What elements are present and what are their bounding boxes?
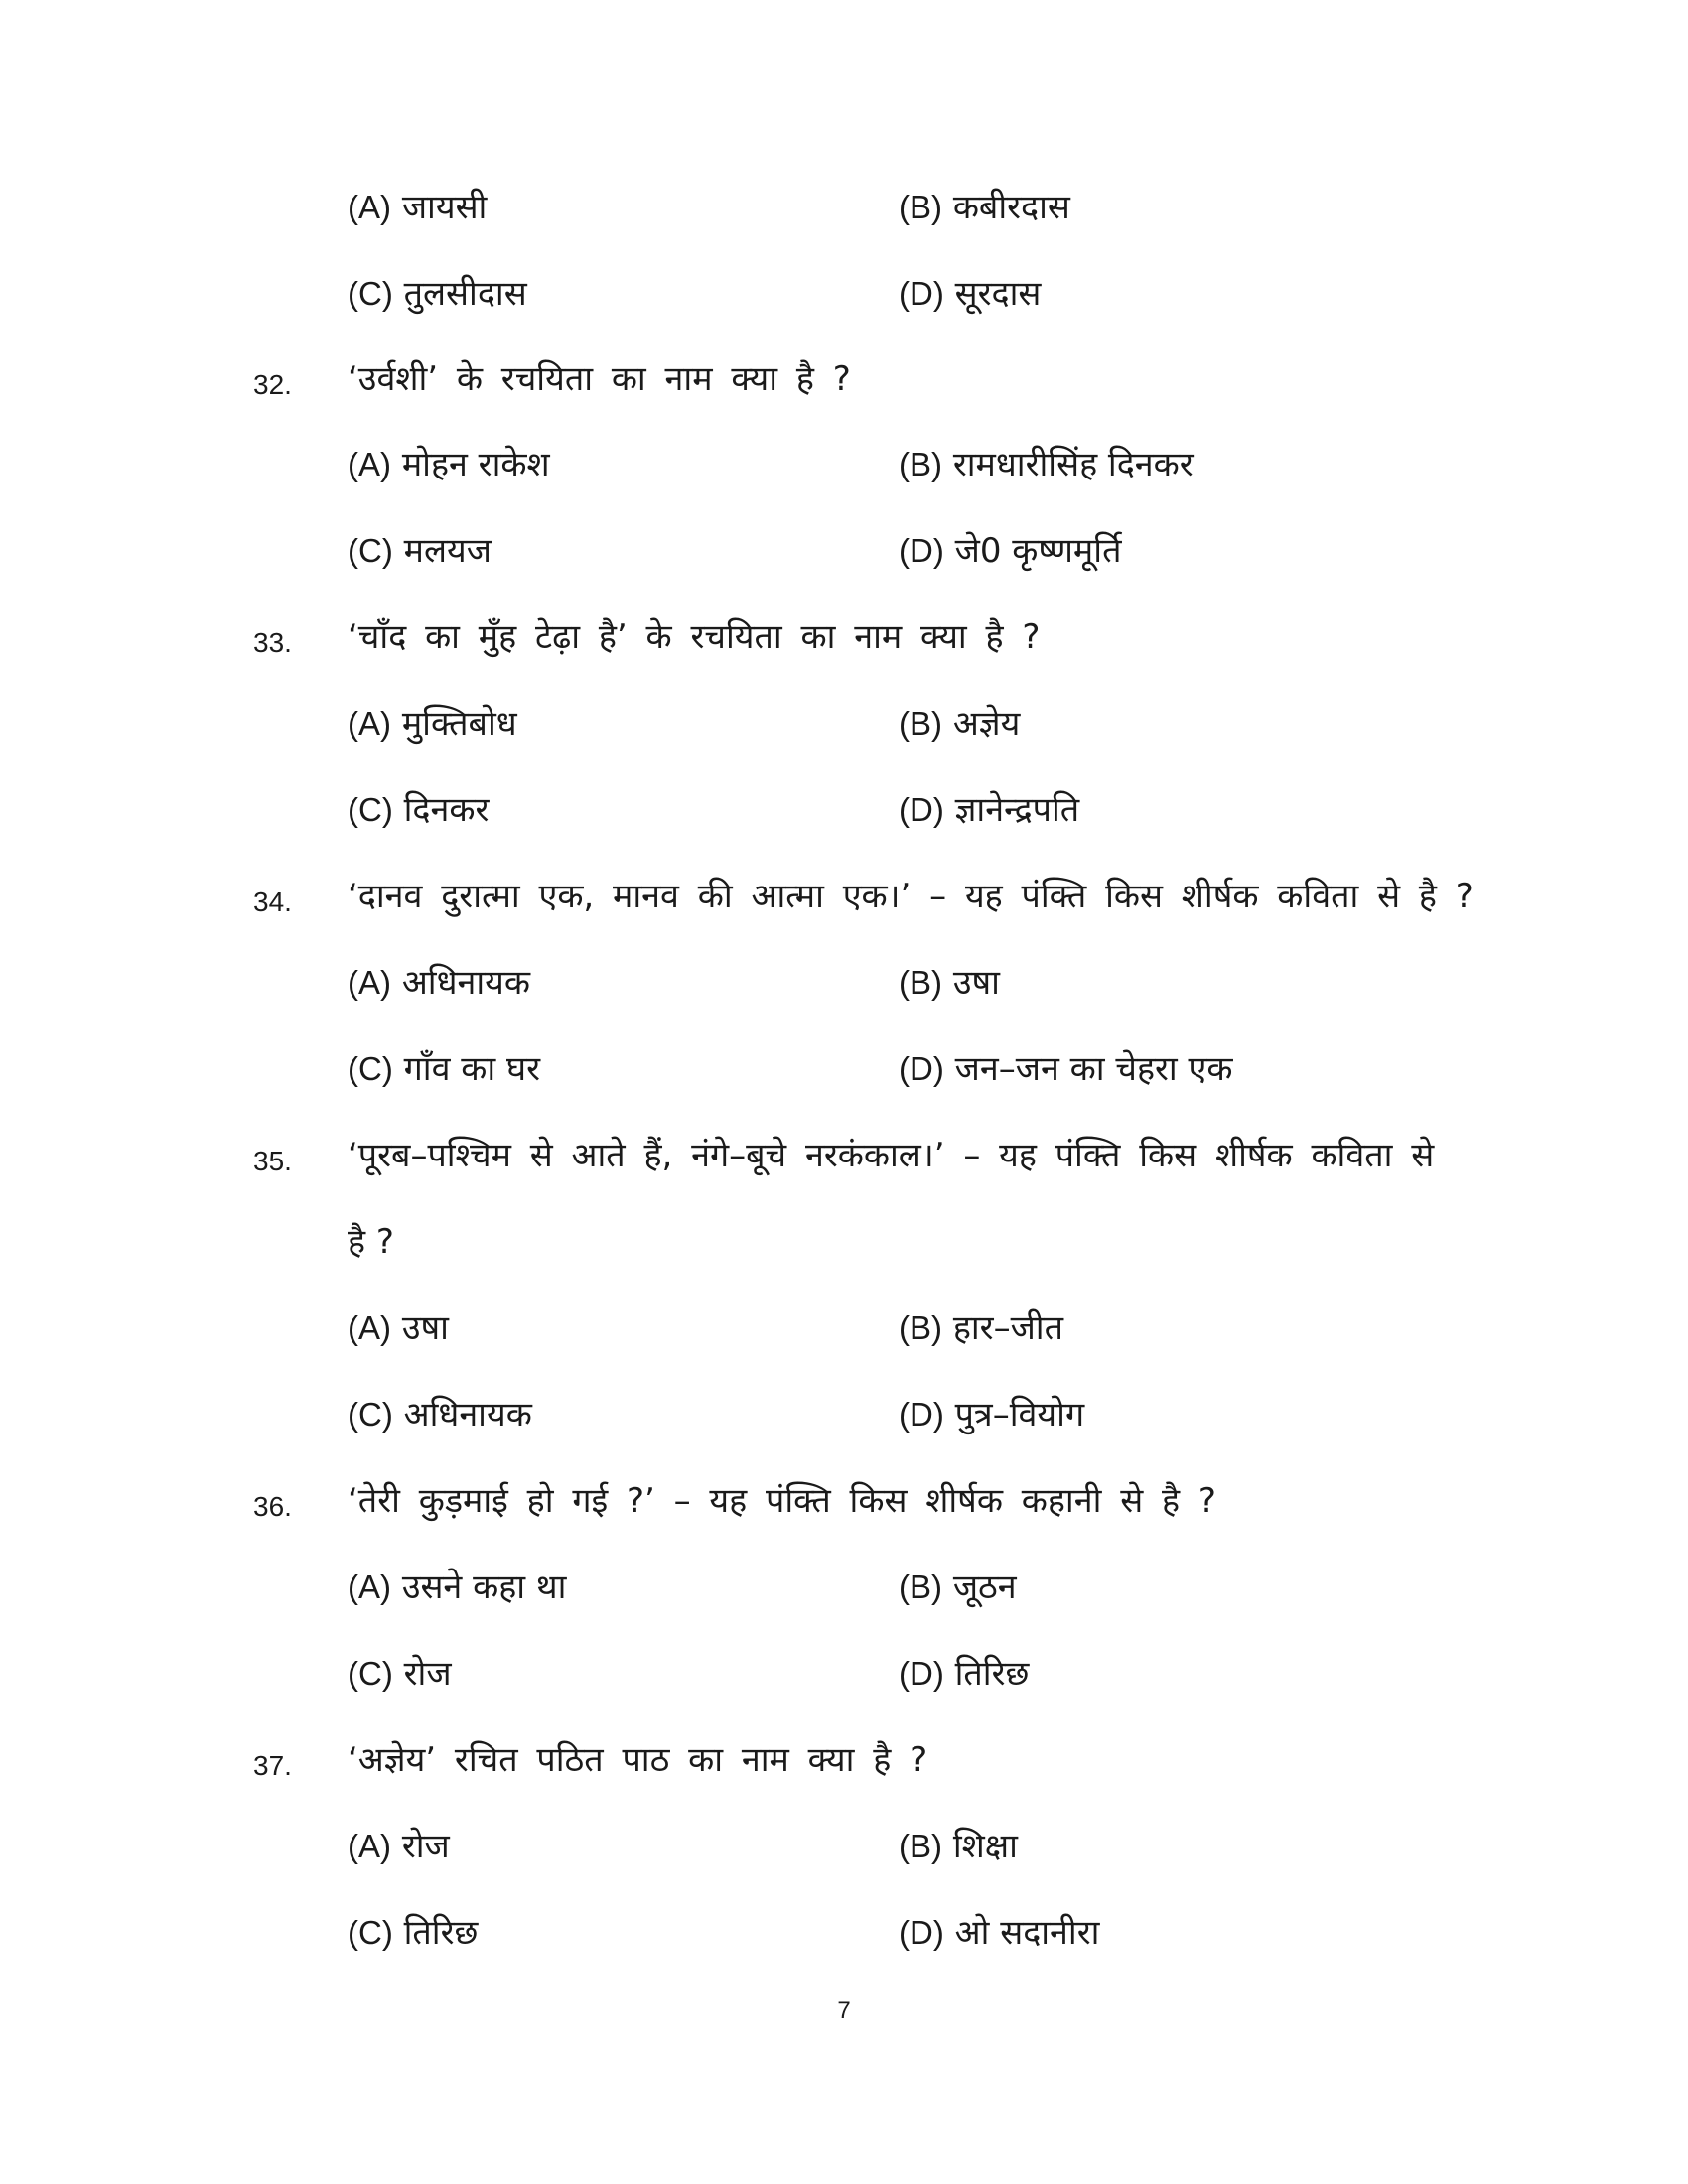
question-36 [0, 1477, 1688, 1537]
question-32-options-row-2 [0, 527, 1688, 587]
option-a: (A) मुक्तिबोध [348, 704, 517, 744]
question-34-options-row-1 [0, 959, 1688, 1019]
carryover-options-row-2 [0, 270, 1688, 330]
question-number: 37. [253, 1750, 292, 1781]
option-a: (A) मोहन राकेश [348, 445, 550, 484]
question-number: 35. [253, 1146, 292, 1176]
question-36-options-row-2 [0, 1650, 1688, 1709]
question-text: ‘पूरब–पश्चिम से आते हैं, नंगे–बूचे नरकंकाल।’ – यह पंक्ति किस शीर्षक कविता से [348, 1136, 1435, 1175]
option-a: (A) उसने कहा था [348, 1568, 567, 1607]
question-35-options-row-1 [0, 1304, 1688, 1364]
question-33 [0, 614, 1688, 673]
option-b: (B) शिक्षा [899, 1827, 1018, 1866]
question-35 [0, 1132, 1688, 1191]
option-d: (D) पुत्र–वियोग [899, 1395, 1085, 1434]
question-32 [0, 355, 1688, 415]
question-number: 33. [253, 627, 292, 658]
option-c: (C) दिनकर [348, 790, 490, 830]
option-b: (B) रामधारीसिंह दिनकर [899, 445, 1194, 484]
question-text: ‘दानव दुरात्मा एक, मानव की आत्मा एक।’ – यह पंक्ति किस शीर्षक कविता से है ? [348, 877, 1474, 916]
option-b: (B) जूठन [899, 1568, 1017, 1607]
question-37 [0, 1736, 1688, 1796]
option-d: (D) जन–जन का चेहरा एक [899, 1049, 1233, 1089]
option-b: (B) अज्ञेय [899, 704, 1021, 744]
question-number: 32. [253, 369, 292, 400]
carryover-options-row-1 [0, 184, 1688, 243]
option-a: (A) अधिनायक [348, 963, 531, 1003]
option-d: (D) ज्ञानेन्द्रपति [899, 790, 1080, 830]
question-text: ‘चाँद का मुँह टेढ़ा है’ के रचयिता का नाम क्या है ? [348, 617, 1041, 657]
option-c: (C) गाँव का घर [348, 1049, 541, 1089]
option-b: (B) हार–जीत [899, 1308, 1063, 1348]
question-37-options-row-2 [0, 1909, 1688, 1969]
question-text: ‘तेरी कुड़माई हो गई ?’ – यह पंक्ति किस शीर्षक कहानी से है ? [348, 1481, 1216, 1521]
question-35-options-row-2 [0, 1391, 1688, 1450]
option-a: (A) जायसी [348, 188, 488, 227]
page-number: 7 [837, 1997, 851, 2024]
question-33-options-row-1 [0, 700, 1688, 759]
question-number: 34. [253, 887, 292, 917]
option-b: (B) कबीरदास [899, 188, 1070, 227]
question-37-options-row-1 [0, 1823, 1688, 1882]
question-text-continuation: है ? [348, 1222, 394, 1262]
question-34 [0, 873, 1688, 932]
option-c: (C) रोज [348, 1654, 452, 1694]
option-c: (C) तिरिछ [348, 1913, 479, 1953]
option-d: (D) जे0 कृष्णमूर्ति [899, 531, 1122, 571]
option-b: (B) उषा [899, 963, 1000, 1003]
option-d: (D) तिरिछ [899, 1654, 1030, 1694]
option-d: (D) सूरदास [899, 274, 1042, 314]
question-32-options-row-1 [0, 441, 1688, 500]
question-text: ‘अज्ञेय’ रचित पठित पाठ का नाम क्या है ? [348, 1740, 928, 1780]
question-34-options-row-2 [0, 1045, 1688, 1105]
option-c: (C) मलयज [348, 531, 492, 571]
question-35-continuation [0, 1218, 1688, 1278]
option-d: (D) ओ सदानीरा [899, 1913, 1100, 1953]
option-c: (C) अधिनायक [348, 1395, 532, 1434]
option-a: (A) उषा [348, 1308, 449, 1348]
option-a: (A) रोज [348, 1827, 450, 1866]
question-number: 36. [253, 1491, 292, 1522]
question-33-options-row-2 [0, 786, 1688, 846]
option-c: (C) तुलसीदास [348, 274, 527, 314]
question-text: ‘उर्वशी’ के रचयिता का नाम क्या है ? [348, 359, 851, 399]
question-36-options-row-1 [0, 1564, 1688, 1623]
